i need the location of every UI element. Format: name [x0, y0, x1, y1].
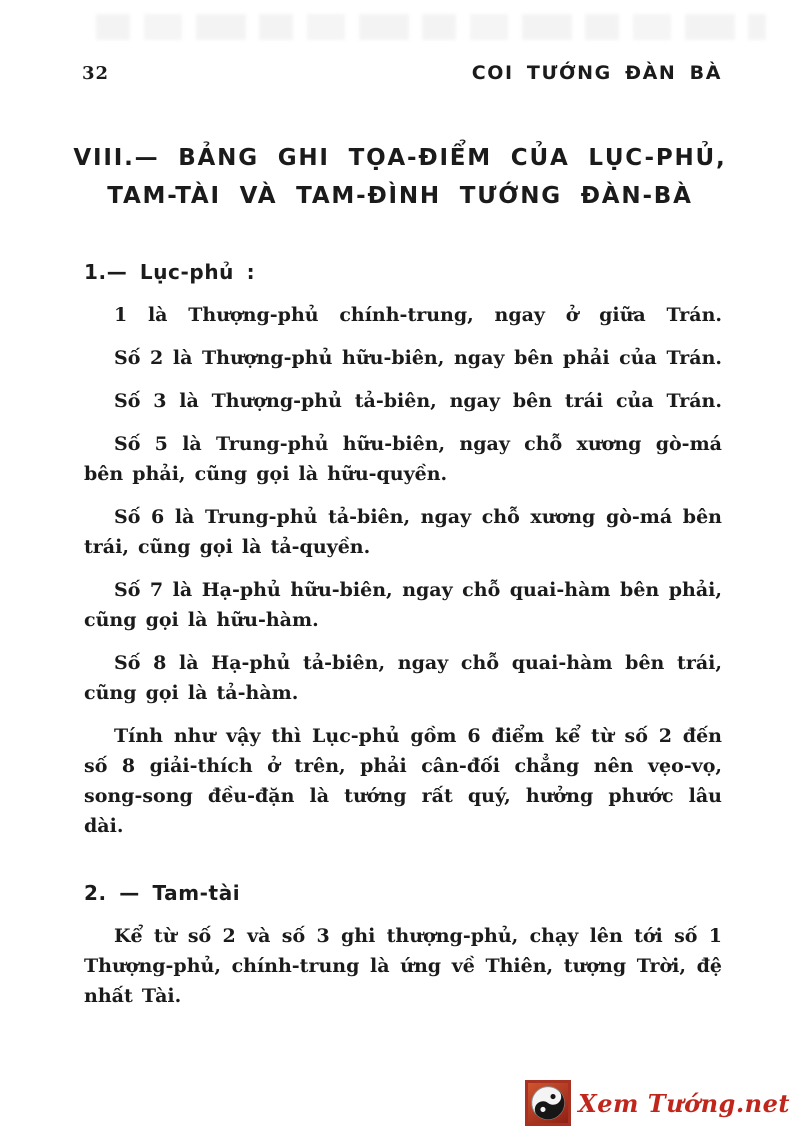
page-header: [0, 0, 800, 84]
section2-paragraph-1: Kể từ số 2 và số 3 ghi thượng-phủ, chạy lên tới số 1 Thượng-phủ, chính-trung là ứng về Thiên, tượng Trời, đệ nhất Tài.: [84, 924, 722, 1007]
section1-paragraph-6: Số 7 là Hạ-phủ hữu-biên, ngay chỗ quai-hàm bên phải, cũng gọi là hữu-hàm.: [84, 578, 722, 631]
page-number: 32: [82, 63, 110, 84]
chapter-title-line2: TAM-TÀI VÀ TAM-ĐÌNH TƯỚNG ĐÀN-BÀ: [107, 182, 693, 209]
page-content: [84, 260, 722, 1011]
section2-heading: 2. — Tam-tài: [84, 880, 241, 905]
section1-paragraph-5: Số 6 là Trung-phủ tả-biên, ngay chỗ xương gò-má bên trái, cũng gọi là tả-quyền.: [84, 505, 722, 558]
scan-showthrough-artifact: [96, 14, 766, 40]
section1-paragraph-7: Số 8 là Hạ-phủ tả-biên, ngay chỗ quai-hàm bên trái, cũng gọi là tả-hàm.: [84, 651, 722, 704]
section1-paragraph-3: Số 3 là Thượng-phủ tả-biên, ngay bên trái của Trán.: [114, 389, 722, 412]
section1-paragraph-8: Tính như vậy thì Lục-phủ gồm 6 điểm kể từ số 2 đến số 8 giải-thích ở trên, phải cân-đối chẳng nên vẹo-vọ, song-song đều-đặn là tướng rất quý, hưởng phước lâu dài.: [84, 724, 722, 837]
yin-yang-icon: [525, 1080, 571, 1126]
chapter-title: [42, 140, 758, 216]
section1-paragraph-1: 1 là Thượng-phủ chính-trung, ngay ở giữa Trán.: [114, 303, 722, 326]
watermark-text: Xem Tướng.net: [578, 1088, 790, 1118]
running-header: COI TƯỚNG ĐÀN BÀ: [471, 62, 722, 84]
chapter-title-line1: VIII.— BẢNG GHI TỌA-ĐIỂM CỦA LỤC-PHỦ,: [73, 145, 727, 171]
section1-paragraph-4: Số 5 là Trung-phủ hữu-biên, ngay chỗ xương gò-má bên phải, cũng gọi là hữu-quyền.: [84, 432, 722, 485]
section1-paragraph-2: Số 2 là Thượng-phủ hữu-biên, ngay bên phải của Trán.: [114, 346, 722, 369]
xemtuong-watermark: [525, 1080, 790, 1126]
section1-heading: 1.— Lục-phủ :: [84, 259, 256, 284]
